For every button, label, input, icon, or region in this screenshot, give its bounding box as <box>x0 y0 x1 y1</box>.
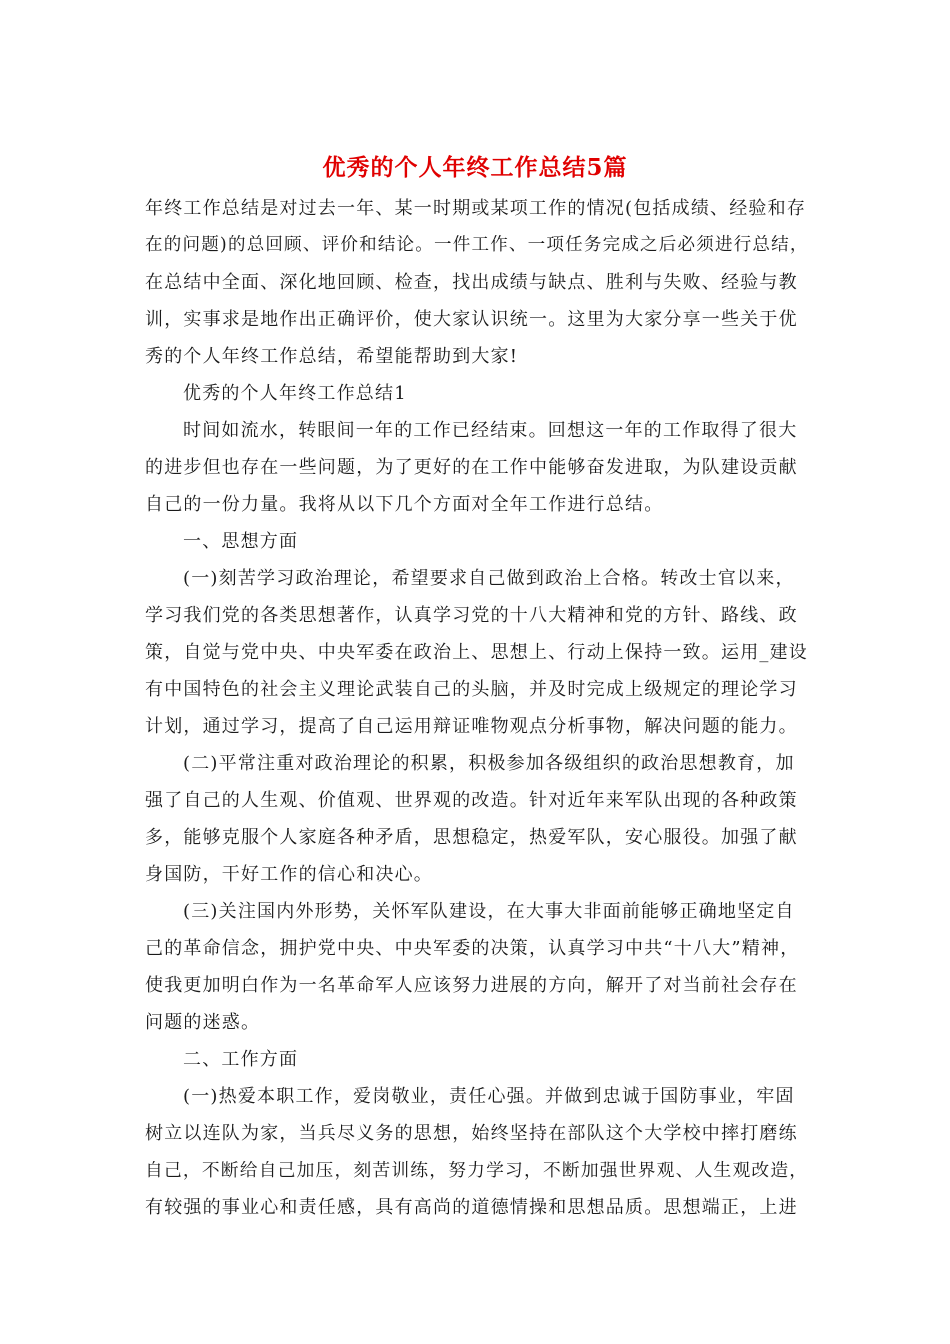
text-line: 策，自觉与党中央、中央军委在政治上、思想上、行动上保持一致。运用_建设 <box>145 642 808 663</box>
text-line: 的进步但也存在一些问题，为了更好的在工作中能够奋发进取，为队建设贡献 <box>145 457 798 478</box>
text-line: 计划，通过学习，提高了自己运用辩证唯物观点分析事物，解决问题的能力。 <box>145 716 798 737</box>
section-heading: 一、思想方面 <box>183 531 299 552</box>
text-line: (一)热爱本职工作，爱岗敬业，责任心强。并做到忠诚于国防事业，牢固 <box>183 1086 795 1107</box>
text-line: 身国防，干好工作的信心和决心。 <box>145 864 433 885</box>
text-line: 有中国特色的社会主义理论武装自己的头脑，并及时完成上级规定的理论学习 <box>145 679 798 700</box>
text-line: 多，能够克服个人家庭各种矛盾，思想稳定，热爱军队，安心服役。加强了献 <box>145 827 798 848</box>
section-heading: 二、工作方面 <box>183 1049 299 1070</box>
text-line: 训，实事求是地作出正确评价，使大家认识统一。这里为大家分享一些关于优 <box>145 309 798 330</box>
text-line: (二)平常注重对政治理论的积累，积极参加各级组织的政治思想教育，加 <box>183 753 795 774</box>
text-line: 使我更加明白作为一名革命军人应该努力进展的方向，解开了对当前社会存在 <box>145 975 798 996</box>
text-line: 学习我们党的各类思想著作，认真学习党的十八大精神和党的方针、路线、政 <box>145 605 798 626</box>
text-line: 在的问题)的总回顾、评价和结论。一件工作、一项任务完成之后必须进行总结， <box>145 235 809 255</box>
text-line: 问题的迷惑。 <box>145 1012 261 1033</box>
text-line: 自己，不断给自己加压，刻苦训练，努力学习，不断加强世界观、人生观改造， <box>145 1161 809 1181</box>
text-line: 秀的个人年终工作总结，希望能帮助到大家! <box>145 346 519 367</box>
text-line: 强了自己的人生观、价值观、世界观的改造。针对近年来军队出现的各种政策 <box>145 790 798 811</box>
text-line: 自己的一份力量。我将从以下几个方面对全年工作进行总结。 <box>145 494 664 515</box>
text-line: 时间如流水，转眼间一年的工作已经结束。回想这一年的工作取得了很大 <box>183 420 798 441</box>
text-line: 有较强的事业心和责任感，具有高尚的道德情操和思想品质。思想端正，上进 <box>145 1197 798 1218</box>
text-line: (三)关注国内外形势，关怀军队建设，在大事大非面前能够正确地坚定自 <box>183 901 795 922</box>
text-line: 年终工作总结是对过去一年、某一时期或某项工作的情况(包括成绩、经验和存 <box>145 198 807 219</box>
document-title: 优秀的个人年终工作总结5篇 <box>322 154 628 181</box>
text-line: 树立以连队为家，当兵尽义务的思想，始终坚持在部队这个大学校中摔打磨练 <box>145 1123 798 1144</box>
text-line: 在总结中全面、深化地回顾、检查，找出成绩与缺点、胜利与失败、经验与教 <box>145 272 798 293</box>
text-line: 己的革命信念，拥护党中央、中央军委的决策，认真学习中共“十八大”精神， <box>145 938 800 959</box>
section-heading: 优秀的个人年终工作总结1 <box>183 383 407 404</box>
text-line: (一)刻苦学习政治理论，希望要求自己做到政治上合格。转改士官以来， <box>183 568 795 589</box>
